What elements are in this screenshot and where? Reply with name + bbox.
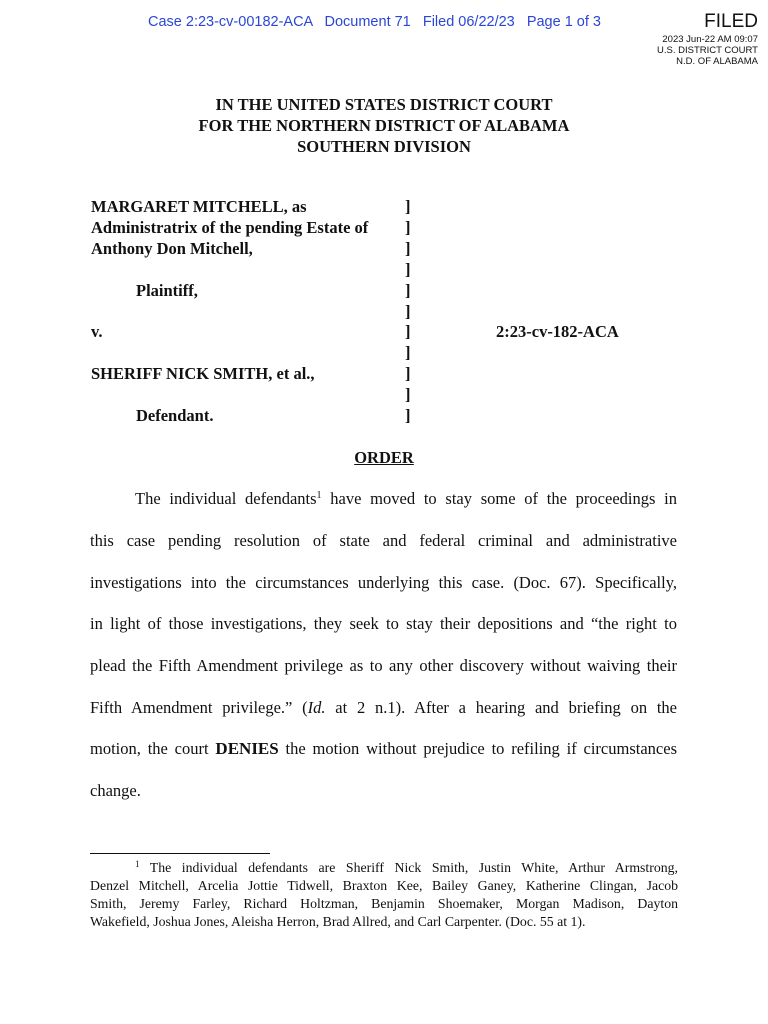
footnote-line xyxy=(90,860,678,876)
case-header-line: Case 2:23-cv-00182-ACA Document 71 Filed 06/22/23 Page 1 of 3 xyxy=(148,14,601,30)
filed-stamp xyxy=(657,10,758,67)
plaintiff-name-line: MARGARET MITCHELL, as xyxy=(91,197,307,216)
court-heading-line: FOR THE NORTHERN DISTRICT OF ALABAMA xyxy=(198,116,570,135)
caption-bracket: ] xyxy=(405,218,411,237)
footnote-divider xyxy=(90,853,270,854)
defendant-role: Defendant. xyxy=(136,406,214,425)
court-heading-line: SOUTHERN DIVISION xyxy=(297,137,471,156)
body-line xyxy=(90,739,677,759)
body-line: investigations into the circumstances underlying this case. (Doc. 67). Specifically, xyxy=(90,573,677,592)
caption-bracket: ] xyxy=(405,364,411,383)
footnote-line: Wakefield, Joshua Jones, Aleisha Herron, Brad Allred, and Carl Carpenter. (Doc. 55 at 1). xyxy=(90,914,586,929)
body-text: The individual defendants xyxy=(135,489,317,508)
body-line xyxy=(90,698,677,718)
footnote-text: The individual defendants are Sheriff Nick Smith, Justin White, Arthur Armstrong, xyxy=(139,860,678,875)
order-title: ORDER xyxy=(354,448,414,467)
filed-date-time: 2023 Jun-22 AM 09:07 xyxy=(662,34,758,45)
ruling-denies: DENIES xyxy=(215,739,279,758)
defendant-name: SHERIFF NICK SMITH, et al., xyxy=(91,364,315,383)
caption-bracket: ] xyxy=(405,281,411,300)
filed-word: FILED xyxy=(704,11,758,32)
caption-bracket: ] xyxy=(405,302,411,321)
caption-bracket: ] xyxy=(405,239,411,258)
body-text: motion, the court xyxy=(90,739,216,758)
citation-id: Id. xyxy=(307,698,326,717)
body-line xyxy=(90,489,677,509)
caption-bracket: ] xyxy=(405,260,411,279)
case-number: 2:23-cv-182-ACA xyxy=(496,322,619,341)
body-line: in light of those investigations, they seek to stay their depositions and “the right to xyxy=(90,614,677,633)
body-text: Fifth Amendment privilege.” ( xyxy=(90,698,308,717)
filed-district: N.D. OF ALABAMA xyxy=(676,56,758,67)
caption-bracket: ] xyxy=(405,406,411,425)
caption-bracket: ] xyxy=(405,385,411,404)
footnote-line: Smith, Jeremy Farley, Richard Holtzman, Benjamin Shoemaker, Morgan Madison, Dayton xyxy=(90,896,678,911)
body-line: this case pending resolution of state and federal criminal and administrative xyxy=(90,531,677,550)
footnote-mark: 1 xyxy=(135,859,140,869)
footnote-reference: 1 xyxy=(316,490,322,501)
caption-bracket: ] xyxy=(405,197,411,216)
body-text: the motion without prejudice to refiling if circumstances xyxy=(278,739,677,758)
plaintiff-role: Plaintiff, xyxy=(136,281,198,300)
filed-court: U.S. DISTRICT COURT xyxy=(657,45,758,56)
plaintiff-name-line: Administratrix of the pending Estate of xyxy=(91,218,369,237)
court-heading xyxy=(0,94,768,157)
body-line: change. xyxy=(90,781,141,800)
body-text: at 2 n.1). After a hearing and briefing on the xyxy=(325,698,677,717)
body-text: have moved to stay some of the proceedings in xyxy=(321,489,677,508)
caption-bracket: ] xyxy=(405,343,411,362)
caption-bracket: ] xyxy=(405,322,411,341)
court-heading-line: IN THE UNITED STATES DISTRICT COURT xyxy=(215,95,553,114)
versus-label: v. xyxy=(91,322,103,341)
plaintiff-name-line: Anthony Don Mitchell, xyxy=(91,239,253,258)
body-line: plead the Fifth Amendment privilege as to any other discovery without waiving their xyxy=(90,656,677,675)
footnote-line: Denzel Mitchell, Arcelia Jottie Tidwell, Braxton Kee, Bailey Ganey, Katherine Clingan, Jacob xyxy=(90,878,678,893)
